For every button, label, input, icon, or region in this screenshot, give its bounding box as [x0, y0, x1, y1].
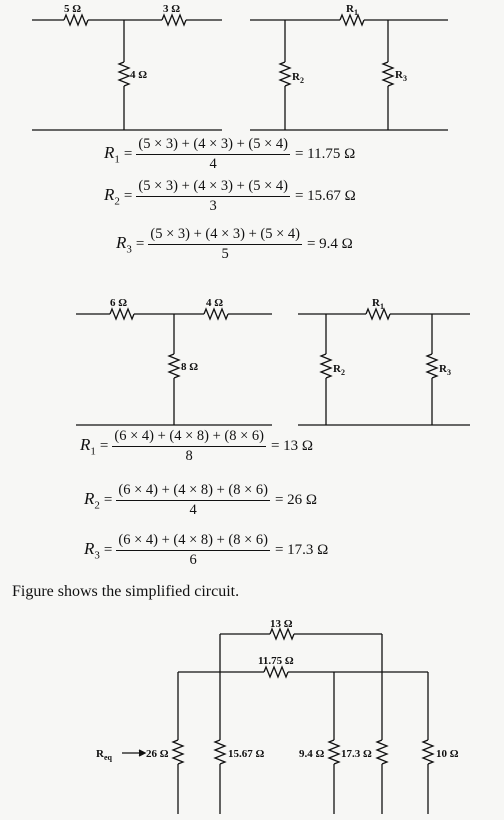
resistor-icon: [340, 15, 364, 25]
equation-r3-second: $R_3$ = $\frac{(6 \times 4) + (4 \times 8) + (8 \times 6)}{6}$ = 17.3 Ω: [84, 532, 329, 568]
caption-text: Figure shows the simplified circuit.: [12, 583, 240, 600]
equation-lhs: $R_2$: [104, 185, 120, 208]
numerator: (6 × 4) + (4 × 8) + (8 × 6): [116, 482, 270, 501]
resistor-label: 26 Ω: [146, 748, 169, 760]
resistor-label: 6 Ω: [110, 297, 128, 309]
denominator: 8: [185, 448, 193, 464]
equation-lhs: $R_3$: [84, 539, 100, 562]
equation-result: = 15.67 Ω: [294, 188, 356, 204]
numerator: (5 × 3) + (4 × 3) + (5 × 4): [136, 178, 290, 197]
resistor-icon: [162, 15, 186, 25]
resistor-icon: [173, 740, 183, 764]
resistor-icon: [64, 15, 88, 25]
denominator: 4: [209, 156, 217, 172]
resistor-label: 3 Ω: [163, 3, 181, 15]
resistor-icon: [377, 740, 387, 764]
resistor-icon: [264, 667, 288, 677]
equation-lhs: $R_2$: [84, 489, 100, 512]
resistor-icon: [215, 740, 225, 764]
resistor-label: 13 Ω: [270, 618, 293, 630]
denominator: 5: [221, 246, 229, 262]
circuit-2-diagram: [0, 292, 504, 432]
resistor-label: 8 Ω: [181, 361, 199, 373]
equation-lhs: $R_1$: [80, 435, 96, 458]
circuit-1-diagram: [0, 0, 504, 140]
equation-r2-second: $R_2$ = $\frac{(6 \times 4) + (4 \times 8) + (8 \times 6)}{4}$ = 26 Ω: [84, 482, 318, 518]
simplified-circuit-diagram: [0, 618, 504, 818]
resistor-icon: [329, 740, 339, 764]
equation-lhs: $R_1$: [104, 143, 120, 166]
resistor-label: 15.67 Ω: [228, 748, 265, 760]
resistor-label: 4 Ω: [206, 297, 224, 309]
resistor-icon: [204, 309, 228, 319]
resistor-label: 10 Ω: [436, 748, 459, 760]
equation-r3-first: $R_3$ = $\frac{(5 \times 3) + (4 \times 3) + (5 \times 4)}{5}$ = 9.4 Ω: [116, 226, 353, 262]
resistor-label: 17.3 Ω: [341, 748, 372, 760]
equation-result: = 13 Ω: [270, 438, 314, 454]
numerator: (6 × 4) + (4 × 8) + (8 × 6): [112, 428, 266, 447]
resistor-label: 4 Ω: [130, 69, 148, 81]
resistor-icon: [321, 354, 331, 378]
resistor-icon: [119, 62, 129, 86]
resistor-label: 11.75 Ω: [258, 655, 294, 667]
equation-result: = 11.75 Ω: [294, 146, 356, 162]
equation-r1-second: $R_1$ = $\frac{(6 \times 4) + (4 \times 8) + (8 \times 6)}{8}$ = 13 Ω: [80, 428, 314, 464]
denominator: 3: [209, 198, 217, 214]
denominator: 6: [189, 552, 197, 568]
equation-lhs: $R_3$: [116, 233, 132, 256]
resistor-label: 5 Ω: [64, 3, 82, 15]
resistor-label: $R_1$: [346, 3, 358, 17]
equation-r2-first: $R_2$ = $\frac{(5 \times 3) + (4 \times 3) + (5 \times 4)}{3}$ = 15.67 Ω: [104, 178, 356, 214]
resistor-icon: [169, 354, 179, 378]
equation-result: = 26 Ω: [274, 492, 318, 508]
resistor-icon: [427, 354, 437, 378]
equation-result: = 9.4 Ω: [306, 236, 353, 252]
resistor-label: $R_1$: [372, 297, 384, 311]
resistor-label: $R_3$: [439, 363, 451, 377]
resistor-label: $R_3$: [395, 69, 407, 83]
numerator: (5 × 3) + (4 × 3) + (5 × 4): [148, 226, 302, 245]
req-label: $R_{eq}$: [96, 748, 112, 762]
resistor-label: 9.4 Ω: [299, 748, 325, 760]
resistor-icon: [280, 62, 290, 86]
resistor-label: $R_2$: [292, 71, 304, 85]
numerator: (5 × 3) + (4 × 3) + (5 × 4): [136, 136, 290, 155]
resistor-icon: [383, 62, 393, 86]
resistor-label: $R_2$: [333, 363, 345, 377]
resistor-icon: [270, 629, 294, 639]
denominator: 4: [189, 502, 197, 518]
resistor-icon: [110, 309, 134, 319]
numerator: (6 × 4) + (4 × 8) + (8 × 6): [116, 532, 270, 551]
resistor-icon: [423, 740, 433, 764]
equation-r1-first: $R_1$ = $\frac{(5 \times 3) + (4 \times 3) + (5 \times 4)}{4}$ = 11.75 Ω: [104, 136, 356, 172]
equation-result: = 17.3 Ω: [274, 542, 329, 558]
resistor-icon: [366, 309, 390, 319]
